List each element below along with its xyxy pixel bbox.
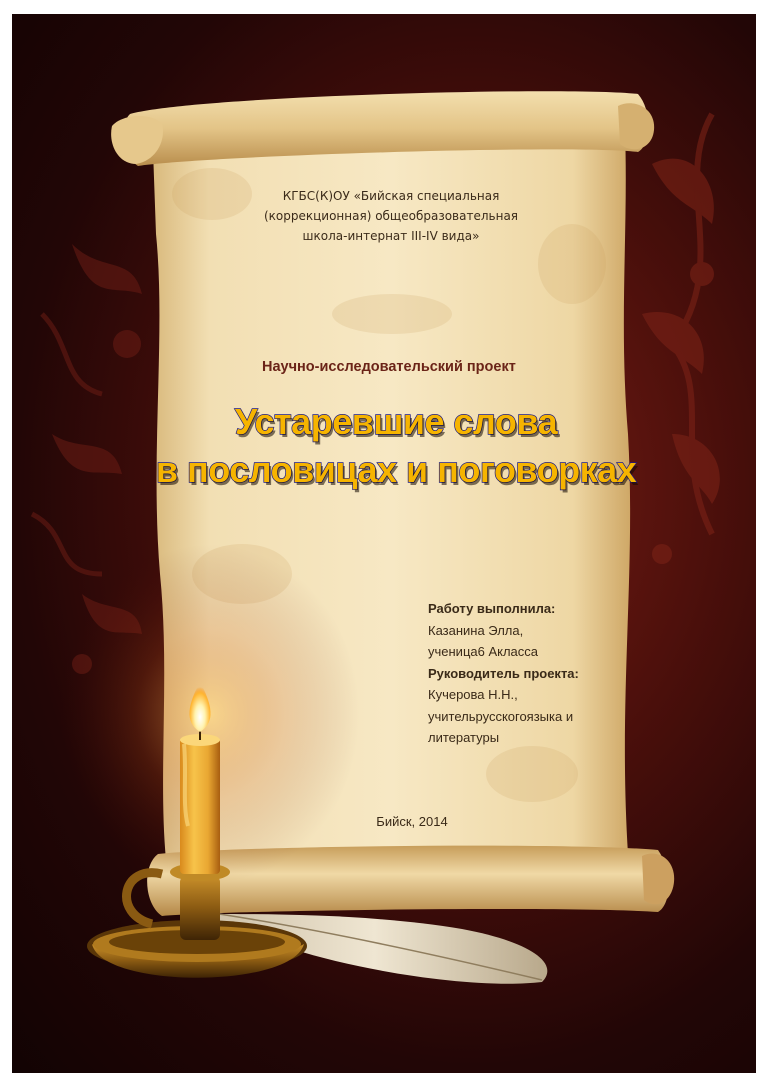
supervisor-name: Кучерова Н.Н., bbox=[428, 687, 518, 702]
project-title-line-2: в пословицах и поговорках bbox=[155, 449, 637, 490]
project-title bbox=[152, 398, 640, 494]
city-year: Бийск, 2014 bbox=[376, 814, 448, 829]
supervisor-label: Руководитель проекта: bbox=[428, 665, 579, 681]
performed-by-label: Работу выполнила: bbox=[428, 601, 556, 616]
author-name: Казанина Элла, bbox=[428, 622, 524, 638]
project-title-line-1: Устаревшие слова bbox=[234, 401, 558, 442]
cover-illustration bbox=[12, 14, 756, 1073]
project-type: Научно-исследовательский проект bbox=[262, 359, 516, 375]
organization-name: КГБС(К)ОУ «Бийская специальная (коррекционная) общеобразовательная школа-интернат III-IV вида» bbox=[263, 189, 519, 243]
author-grade: ученица6 Акласса bbox=[428, 644, 539, 659]
cover-page bbox=[12, 14, 756, 1073]
supervisor-role-line-1: учительрусскогоязыка и bbox=[428, 708, 574, 724]
authors-block bbox=[428, 598, 648, 749]
supervisor-role-line-2: литературы bbox=[428, 730, 500, 745]
